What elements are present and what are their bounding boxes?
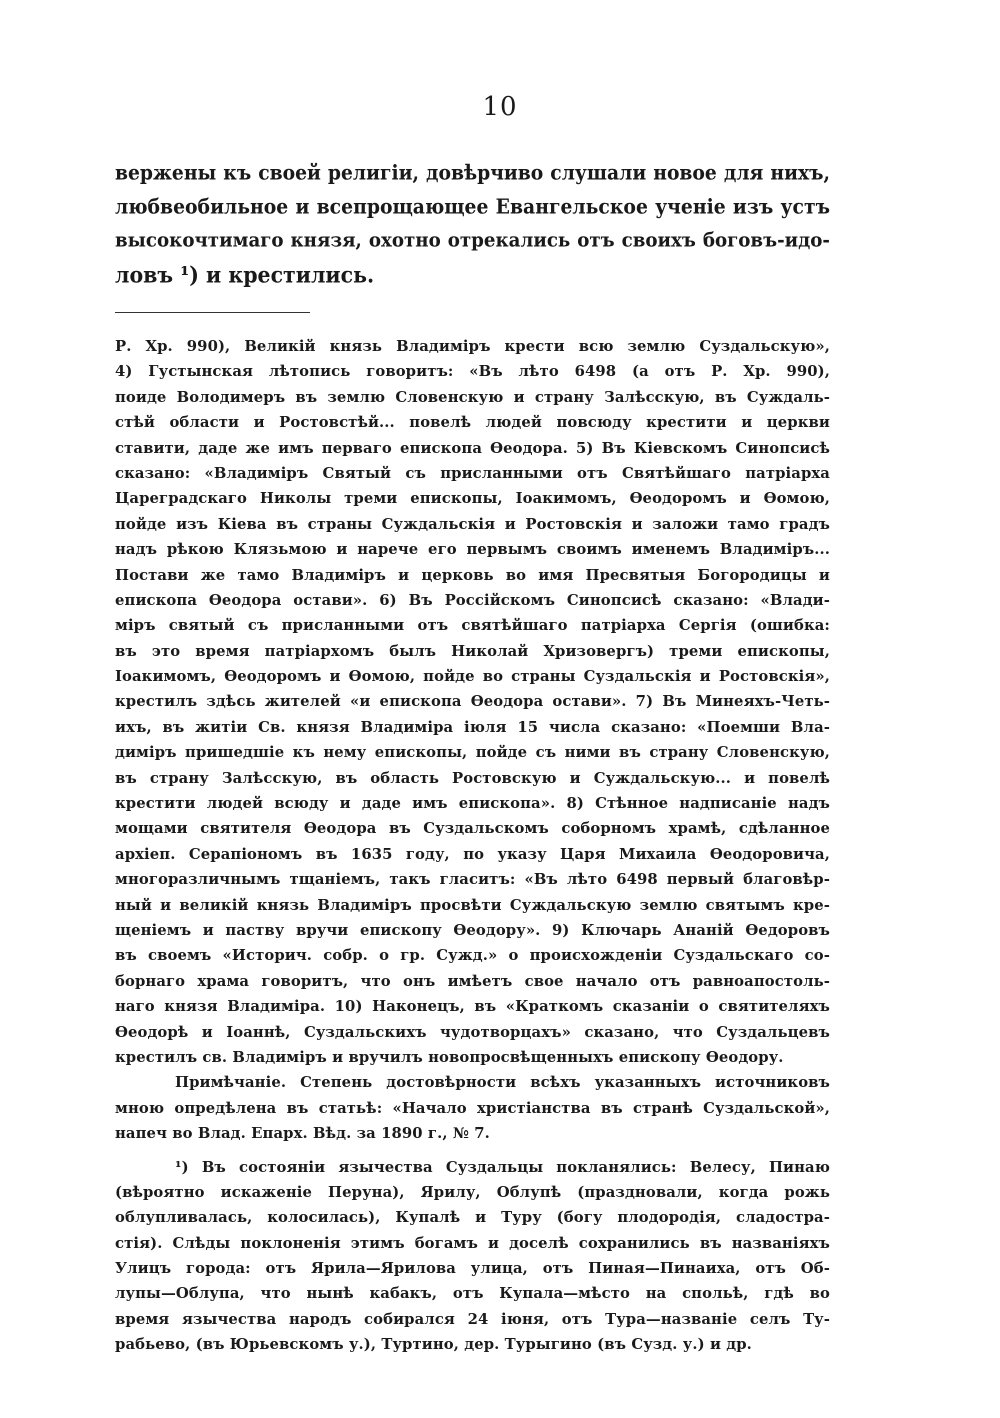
footnote-line: крестити людей всюду и даде имъ епископа». 8) Стѣнное надписанiе надъ — [115, 795, 830, 813]
main-text-line: вержены къ своей религiи, довѣрчиво слушали новое для нихъ, — [115, 161, 830, 185]
footnote-line: крестилъ здѣсь жителей «и епископа Ѳеодора остави». 7) Въ Минеяхъ-Четь- — [115, 693, 830, 711]
footnote-line: димiръ пришедшiе къ нему епископы, пойде съ ними въ страну Словенскую, — [115, 744, 830, 762]
footnote-1-line: ¹) Въ состоянiи язычества Суздальцы покланялись: Велесу, Пинаю — [175, 1158, 830, 1176]
footnote-line: Постави же тамо Владимiръ и церковь во имя Пресвятыя Богородицы и — [115, 566, 830, 584]
main-text — [115, 156, 830, 292]
footnote-1-line: (вѣроятно искаженiе Перуна), Ярилу, Облупѣ (праздновали, когда рожь — [115, 1183, 830, 1201]
main-text-line: любвеобильное и всепрощающее Евангельское ученiе изъ устъ — [115, 195, 830, 219]
footnote-line: многоразличнымъ тщанiемъ, такъ гласитъ: «Въ лѣто 6498 первый благовѣр- — [115, 871, 830, 889]
footnote-1-line: лупы—Облупа, что нынѣ кабакъ, отъ Купала—мѣсто на спольѣ, гдѣ во — [115, 1285, 830, 1303]
footnote-line: мощами святителя Ѳеодора въ Суздальскомъ соборномъ храмѣ, сдѣланное — [115, 820, 830, 838]
footnote-line: 4) Густынская лѣтопись говоритъ: «Въ лѣто 6498 (а отъ Р. Хр. 990), — [115, 363, 830, 381]
footnote-line: сказано: «Владимiръ Святый съ присланными отъ Святѣйшаго патрiарха — [115, 464, 830, 482]
footnote-line: Р. Хр. 990), Великiй князь Владимiръ крести всю землю Суздальскую», — [115, 338, 830, 355]
footnote-1-line: время язычества народъ собирался 24 iюня, отъ Тура—названiе селъ Ту- — [115, 1310, 830, 1328]
footnote-separator — [115, 312, 310, 313]
main-text-line: высокочтимаго князя, охотно отрекались отъ своихъ боговъ-идо- — [115, 229, 830, 252]
footnote-line: въ страну Залѣсскую, въ область Ростовскую и Суждальскую... и повелѣ — [115, 769, 830, 787]
footnote-line: архiеп. Серапiономъ въ 1635 году, по указу Царя Михаила Ѳеодоровича, — [115, 845, 830, 863]
footnote-1-line: облупливалась, колосилась), Купалѣ и Туру (богу плодородiя, сладостра- — [115, 1209, 830, 1227]
footnote-line: надъ рѣкою Клязьмою и нарече его первымъ своимъ именемъ Владимiръ... — [115, 541, 830, 559]
footnote-line: епископа Ѳеодора остави». 6) Въ Россiйскомъ Синопсисѣ сказано: «Влади- — [115, 591, 830, 609]
footnote-line: крестилъ св. Владимiръ и вручилъ новопросвѣщенныхъ епископу Ѳеодору. — [115, 1048, 784, 1066]
footnote-1 — [115, 1155, 830, 1358]
footnote-line: мiръ святый съ присланными отъ святѣйшаго патрiарха Сергiя (ошибка: — [115, 617, 830, 635]
footnotes — [115, 334, 830, 1358]
remark-line: Примѣчанiе. Степень достовѣрности всѣхъ указанныхъ источниковъ — [175, 1074, 830, 1092]
footnote-line: наго князя Владимiра. 10) Наконецъ, въ «Краткомъ сказанiи о святителяхъ — [115, 998, 830, 1016]
block-gap — [115, 1147, 830, 1155]
remark-line: напеч во Влад. Епарх. Вѣд. за 1890 г., № 7. — [115, 1125, 490, 1143]
footnote-1-line: рабьево, (въ Юрьевскомъ у.), Туртино, дер. Турыгино (въ Сузд. у.) и др. — [115, 1336, 752, 1354]
footnote-line: Ѳеодорѣ и Iоаннѣ, Суздальскихъ чудотворцахъ» сказано, что Суздальцевъ — [115, 1023, 830, 1041]
footnote-line: поиде Володимеръ въ землю Словенскую и страну Залѣсскую, въ Суждаль- — [115, 388, 830, 406]
footnote-1-line: стiя). Слѣды поклоненiя этимъ богамъ и доселѣ сохранились въ названiяхъ — [115, 1234, 830, 1252]
main-text-line: ловъ ¹) и крестились. — [115, 262, 375, 288]
footnote-line: пойде изъ Кiева въ страны Суждальскiя и Ростовскiя и заложи тамо градъ — [115, 515, 830, 533]
remark-block — [115, 1070, 830, 1146]
footnote-line: щенiемъ и паству вручи епископу Ѳеодору». 9) Ключарь Ананiй Ѳедоровъ — [115, 921, 830, 939]
footnote-line: Iоакимомъ, Ѳеодоромъ и Ѳомою, пойде во страны Суздальскiя и Ростовскiя», — [115, 668, 830, 686]
remark-line: мною опредѣлена въ статьѣ: «Начало христiанства въ странѣ Суздальской», — [115, 1099, 830, 1117]
footnote-line: въ это время патрiархомъ былъ Николай Хризовергъ) треми епископы, — [115, 642, 830, 660]
footnote-1-line: Улицъ города: отъ Ярила—Ярилова улица, отъ Пиная—Пинаиха, отъ Об- — [115, 1260, 830, 1278]
footnote-continuation — [115, 334, 830, 1070]
footnote-line: борнаго храма говоритъ, что онъ имѣетъ свое начало отъ равноапостоль- — [115, 972, 830, 990]
page-number: 10 — [482, 92, 518, 122]
footnote-line: ставити, даде же имъ перваго епископа Ѳеодора. 5) Въ Кiевскомъ Синопсисѣ — [115, 439, 830, 457]
footnote-line: Цареградскаго Николы треми епископы, Iоакимомъ, Ѳеодоромъ и Ѳомою, — [115, 490, 830, 508]
footnote-line: въ своемъ «Историч. собр. о гр. Сужд.» о происхожденiи Суздальскаго со- — [115, 947, 830, 965]
footnote-line: ный и великiй князь Владимiръ просвѣти Суждальскую землю святымъ кре- — [115, 896, 830, 914]
footnote-line: ихъ, въ житiи Св. князя Владимiра iюля 15 числа сказано: «Поемши Вла- — [115, 718, 830, 736]
footnote-line: стѣй области и Ростовстѣй... повелѣ людей повсюду крестити и церкви — [115, 414, 830, 432]
